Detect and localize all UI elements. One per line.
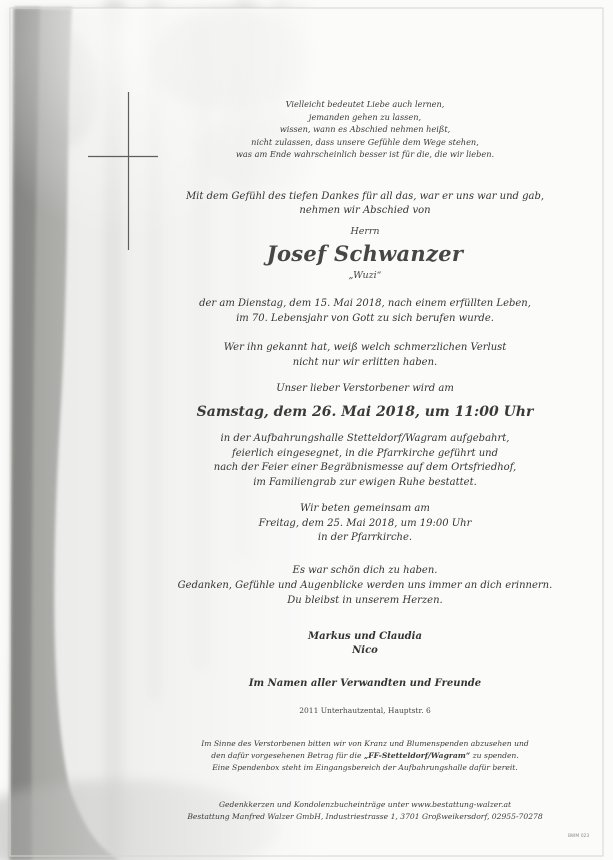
prayer-line: Freitag, dem 25. Mai 2018, um 19:00 Uhr bbox=[258, 517, 472, 529]
poem-line: jemanden gehen zu lassen, bbox=[308, 111, 422, 122]
deceased-name: Josef Schwanzer bbox=[266, 241, 464, 266]
funeral-home-line: Bestattung Manfred Walzer GmbH, Industriestrasse 1, 3701 Großweikersdorf, 02955-70278 bbox=[187, 812, 543, 821]
mourner-address: 2011 Unterhautzental, Hauptstr. 6 bbox=[299, 706, 431, 715]
death-notice bbox=[130, 296, 600, 326]
poem-line: nicht zulassen, dass unsere Gefühle dem Wege stehen, bbox=[251, 136, 479, 147]
donation-text: zu spenden. bbox=[470, 751, 519, 760]
loss-text bbox=[130, 340, 600, 370]
donation-recipient: „FF-Stetteldorf/Wagram“ bbox=[363, 751, 471, 760]
prayer-details bbox=[130, 502, 600, 546]
poem bbox=[130, 98, 600, 161]
donation-text: den dafür vorgesehenen Betrag für die bbox=[211, 751, 364, 760]
ceremony-details bbox=[130, 432, 600, 490]
ceremony-line: im Familiengrab zur ewigen Ruhe bestattet. bbox=[253, 476, 477, 488]
prayer-line: in der Pfarrkirche. bbox=[317, 532, 413, 543]
death-notice-line: im 70. Lebensjahr von Gott zu sich berufen wurde. bbox=[236, 313, 494, 324]
donation-line: Im Sinne des Verstorbenen bitten wir von Kranz und Blumenspenden abzusehen und bbox=[201, 739, 529, 748]
loss-line: nicht nur wir erlitten haben. bbox=[292, 357, 438, 368]
death-notice-line: der am Dienstag, dem 15. Mai 2018, nach einem erfüllten Leben, bbox=[199, 298, 531, 309]
thanks-text bbox=[130, 190, 600, 218]
funeral-date: Samstag, dem 26. Mai 2018, um 11:00 Uhr bbox=[196, 404, 534, 420]
thanks-line: nehmen wir Abschied von bbox=[299, 205, 431, 216]
poem-line: was am Ende wahrscheinlich besser ist für die, die wir lieben. bbox=[235, 149, 495, 160]
poem-line: wissen, wann es Abschied nehmen heißt, bbox=[279, 124, 451, 135]
salutation: Herrn bbox=[350, 226, 380, 237]
funeral-home-line: Gedenkkerzen und Kondolenzbucheinträge unter www.bestattung-walzer.at bbox=[218, 800, 512, 809]
donation-request bbox=[130, 738, 600, 774]
loss-line: Wer ihn gekannt hat, weiß welch schmerzlichen Verlust bbox=[223, 342, 507, 353]
verse-line: Du bleibst in unserem Herzen. bbox=[287, 595, 443, 606]
mourner-name: Nico bbox=[352, 645, 378, 656]
ceremony-line: feierlich eingesegnet, in die Pfarrkirche geführt und bbox=[232, 447, 498, 459]
funeral-home-info bbox=[130, 799, 600, 823]
announcement-intro: Unser lieber Verstorbener wird am bbox=[276, 383, 454, 394]
family-signature: Im Namen aller Verwandten und Freunde bbox=[248, 678, 482, 689]
ceremony-line: nach der Feier einer Begräbnismesse auf dem Ortsfriedhof, bbox=[213, 462, 517, 473]
thanks-line: Mit dem Gefühl des tiefen Dankes für all das, war er uns war und gab, bbox=[185, 191, 545, 202]
donation-line: Eine Spendenbox steht im Eingangsbereich der Aufbahrungshalle dafür bereit. bbox=[212, 763, 518, 772]
farewell-verse bbox=[130, 563, 600, 608]
poem-line: Vielleicht bedeutet Liebe auch lernen, bbox=[285, 99, 445, 109]
verse-line: Es war schön dich zu haben. bbox=[292, 565, 438, 576]
donation-line bbox=[130, 750, 600, 762]
ceremony-line: in der Aufbahrungshalle Stetteldorf/Wagram aufgebahrt, bbox=[220, 433, 510, 444]
mourners bbox=[130, 630, 600, 658]
print-code: BWM 023 bbox=[568, 834, 590, 839]
verse-line: Gedanken, Gefühle und Augenblicke werden uns immer an dich erinnern. bbox=[177, 580, 553, 591]
nickname: „Wuzi“ bbox=[348, 270, 382, 281]
mourner-name: Markus und Claudia bbox=[308, 631, 422, 642]
prayer-line: Wir beten gemeinsam am bbox=[300, 503, 430, 514]
